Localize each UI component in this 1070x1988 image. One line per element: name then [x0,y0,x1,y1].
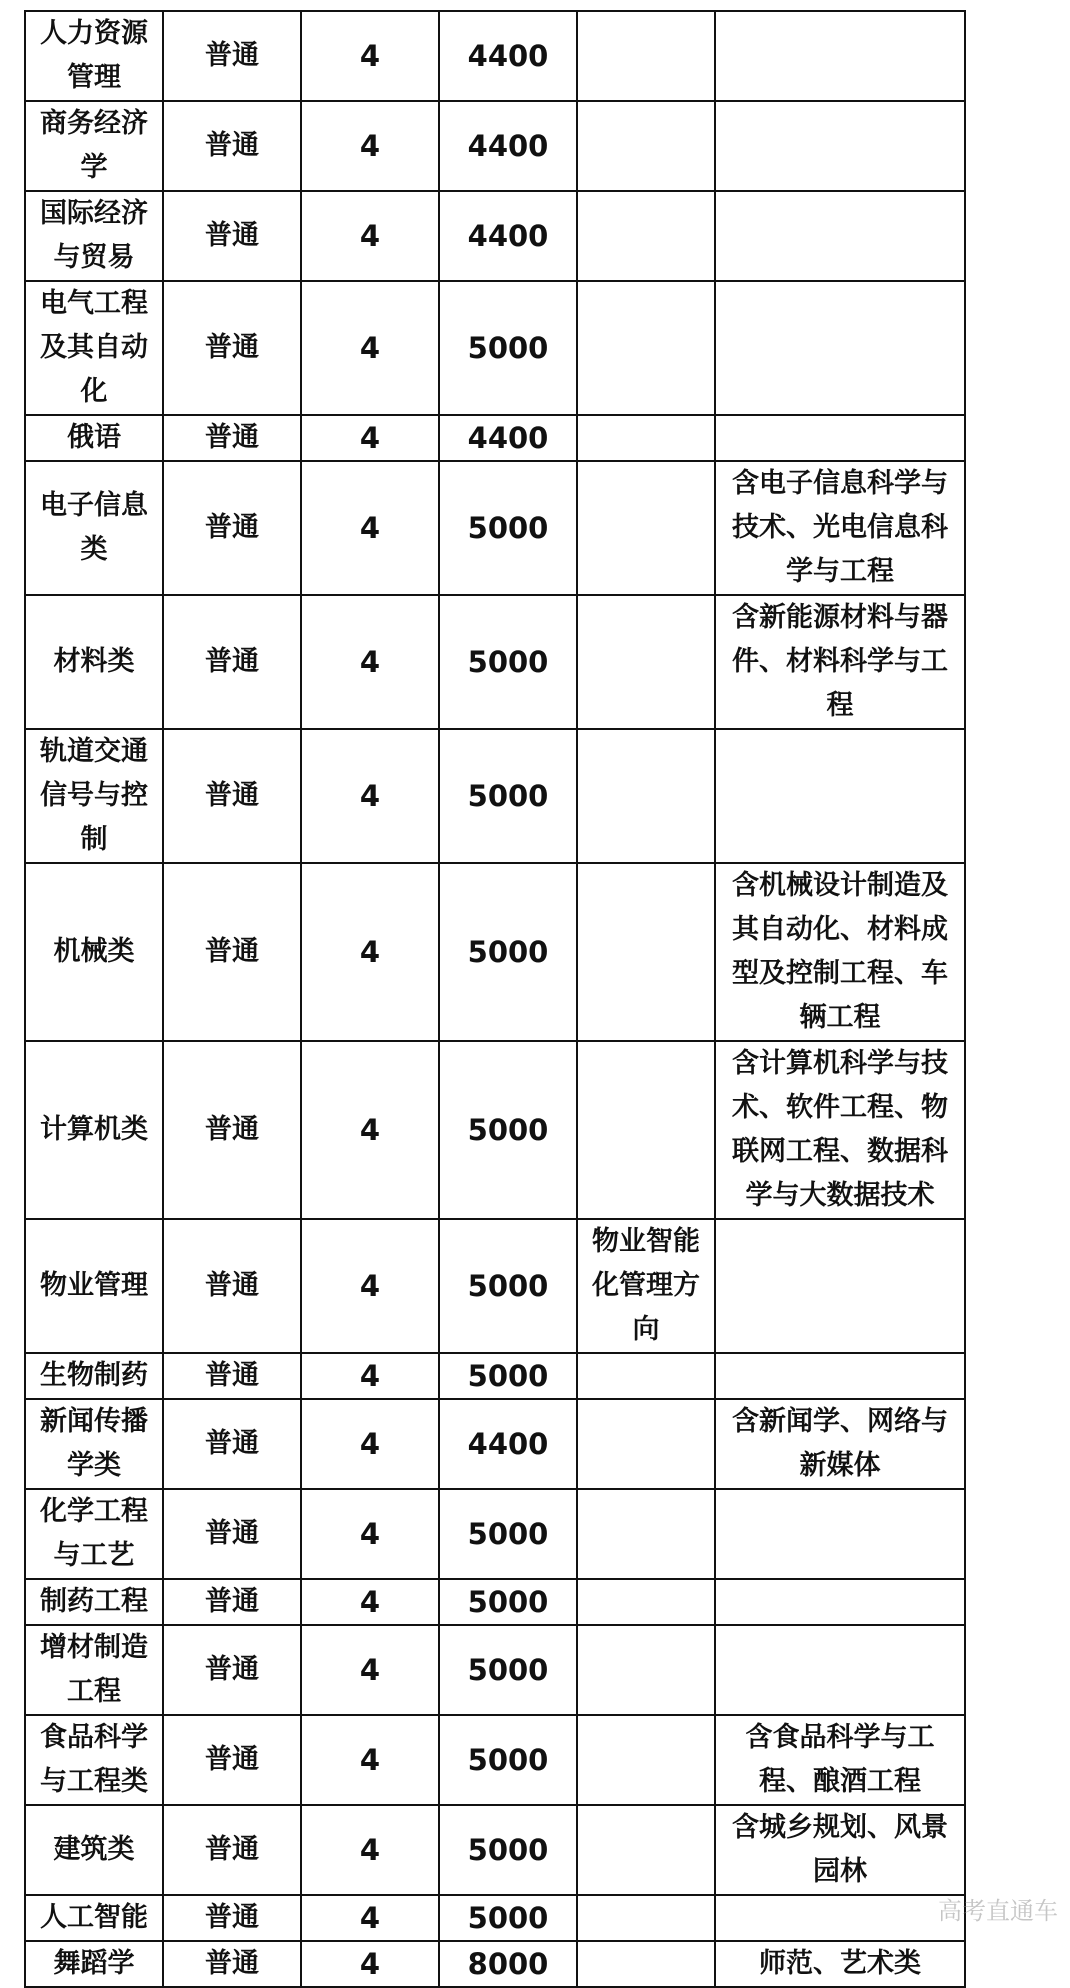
major-fee-table [24,10,966,1988]
table-row [25,1805,965,1895]
note-cell [715,1219,965,1353]
years-cell: 4 [301,1041,439,1219]
major-cell: 化学工程与工艺 [25,1489,163,1579]
direction-cell [577,1715,715,1805]
years-cell: 4 [301,1895,439,1941]
table-row [25,1625,965,1715]
note-cell [715,191,965,281]
major-cell: 新闻传播学类 [25,1399,163,1489]
type-cell: 普通 [163,1399,301,1489]
direction-cell [577,1941,715,1987]
fee-cell: 5000 [439,1219,577,1353]
major-cell: 轨道交通信号与控制 [25,729,163,863]
major-cell: 国际经济与贸易 [25,191,163,281]
fee-cell: 4400 [439,11,577,101]
direction-cell [577,461,715,595]
type-cell: 普通 [163,863,301,1041]
type-cell: 普通 [163,11,301,101]
table-row [25,863,965,1041]
fee-cell: 5000 [439,281,577,415]
table-row [25,1579,965,1625]
table-row [25,595,965,729]
fee-cell: 5000 [439,461,577,595]
fee-cell: 5000 [439,1041,577,1219]
type-cell: 普通 [163,1353,301,1399]
table-row [25,101,965,191]
direction-cell [577,281,715,415]
direction-cell [577,1625,715,1715]
note-cell: 含电子信息科学与技术、光电信息科学与工程 [715,461,965,595]
type-cell: 普通 [163,1941,301,1987]
direction-cell [577,1399,715,1489]
fee-cell: 4400 [439,191,577,281]
type-cell: 普通 [163,595,301,729]
type-cell: 普通 [163,1895,301,1941]
fee-cell: 4400 [439,1399,577,1489]
table-row [25,1715,965,1805]
note-cell [715,1625,965,1715]
table-row [25,281,965,415]
note-cell [715,1353,965,1399]
direction-cell: 物业智能化管理方向 [577,1219,715,1353]
years-cell: 4 [301,461,439,595]
direction-cell [577,1353,715,1399]
table-row [25,415,965,461]
major-cell: 生物制药 [25,1353,163,1399]
major-cell: 制药工程 [25,1579,163,1625]
type-cell: 普通 [163,1625,301,1715]
years-cell: 4 [301,101,439,191]
type-cell: 普通 [163,191,301,281]
major-cell: 人力资源管理 [25,11,163,101]
major-cell: 舞蹈学 [25,1941,163,1987]
direction-cell [577,11,715,101]
table-row [25,1041,965,1219]
table-row [25,1353,965,1399]
years-cell: 4 [301,281,439,415]
major-cell: 物业管理 [25,1219,163,1353]
note-cell [715,1895,965,1941]
type-cell: 普通 [163,1041,301,1219]
table-row [25,729,965,863]
direction-cell [577,1489,715,1579]
major-cell: 商务经济学 [25,101,163,191]
note-cell: 师范、艺术类 [715,1941,965,1987]
type-cell: 普通 [163,281,301,415]
fee-cell: 5000 [439,1805,577,1895]
note-cell: 含机械设计制造及其自动化、材料成型及控制工程、车辆工程 [715,863,965,1041]
fee-cell: 5000 [439,595,577,729]
note-cell: 含计算机科学与技术、软件工程、物联网工程、数据科学与大数据技术 [715,1041,965,1219]
note-cell: 含食品科学与工程、酿酒工程 [715,1715,965,1805]
fee-cell: 5000 [439,1579,577,1625]
table-row [25,11,965,101]
note-cell: 含新闻学、网络与新媒体 [715,1399,965,1489]
years-cell: 4 [301,1219,439,1353]
years-cell: 4 [301,415,439,461]
table-row [25,191,965,281]
note-cell [715,101,965,191]
years-cell: 4 [301,729,439,863]
note-cell: 含城乡规划、风景园林 [715,1805,965,1895]
type-cell: 普通 [163,729,301,863]
table-row [25,1895,965,1941]
major-cell: 电子信息类 [25,461,163,595]
major-cell: 电气工程及其自动化 [25,281,163,415]
major-cell: 机械类 [25,863,163,1041]
note-cell: 含新能源材料与器件、材料科学与工程 [715,595,965,729]
fee-cell: 5000 [439,1353,577,1399]
fee-cell: 8000 [439,1941,577,1987]
direction-cell [577,1895,715,1941]
note-cell [715,1579,965,1625]
note-cell [715,729,965,863]
type-cell: 普通 [163,415,301,461]
major-cell: 建筑类 [25,1805,163,1895]
fee-cell: 5000 [439,863,577,1041]
direction-cell [577,595,715,729]
direction-cell [577,863,715,1041]
note-cell [715,415,965,461]
years-cell: 4 [301,595,439,729]
type-cell: 普通 [163,1219,301,1353]
table-row [25,1399,965,1489]
years-cell: 4 [301,1805,439,1895]
note-cell [715,11,965,101]
fee-cell: 5000 [439,1895,577,1941]
note-cell [715,1489,965,1579]
fee-cell: 5000 [439,1625,577,1715]
years-cell: 4 [301,863,439,1041]
major-cell: 计算机类 [25,1041,163,1219]
direction-cell [577,729,715,863]
type-cell: 普通 [163,1805,301,1895]
type-cell: 普通 [163,1579,301,1625]
major-cell: 人工智能 [25,1895,163,1941]
table-row [25,1941,965,1987]
major-cell: 食品科学与工程类 [25,1715,163,1805]
table-row [25,461,965,595]
note-cell [715,281,965,415]
type-cell: 普通 [163,1489,301,1579]
years-cell: 4 [301,1941,439,1987]
years-cell: 4 [301,191,439,281]
major-cell: 材料类 [25,595,163,729]
table-body [25,11,965,1987]
table-row [25,1219,965,1353]
years-cell: 4 [301,1489,439,1579]
years-cell: 4 [301,1625,439,1715]
type-cell: 普通 [163,101,301,191]
fee-cell: 5000 [439,729,577,863]
years-cell: 4 [301,11,439,101]
years-cell: 4 [301,1399,439,1489]
major-cell: 增材制造工程 [25,1625,163,1715]
years-cell: 4 [301,1579,439,1625]
years-cell: 4 [301,1715,439,1805]
watermark: 高考直通车 [938,1897,1058,1925]
fee-cell: 5000 [439,1489,577,1579]
major-cell: 俄语 [25,415,163,461]
direction-cell [577,1041,715,1219]
fee-cell: 4400 [439,415,577,461]
type-cell: 普通 [163,1715,301,1805]
fee-cell: 4400 [439,101,577,191]
fee-cell: 5000 [439,1715,577,1805]
direction-cell [577,1579,715,1625]
table-row [25,1489,965,1579]
type-cell: 普通 [163,461,301,595]
direction-cell [577,415,715,461]
years-cell: 4 [301,1353,439,1399]
direction-cell [577,191,715,281]
direction-cell [577,101,715,191]
direction-cell [577,1805,715,1895]
